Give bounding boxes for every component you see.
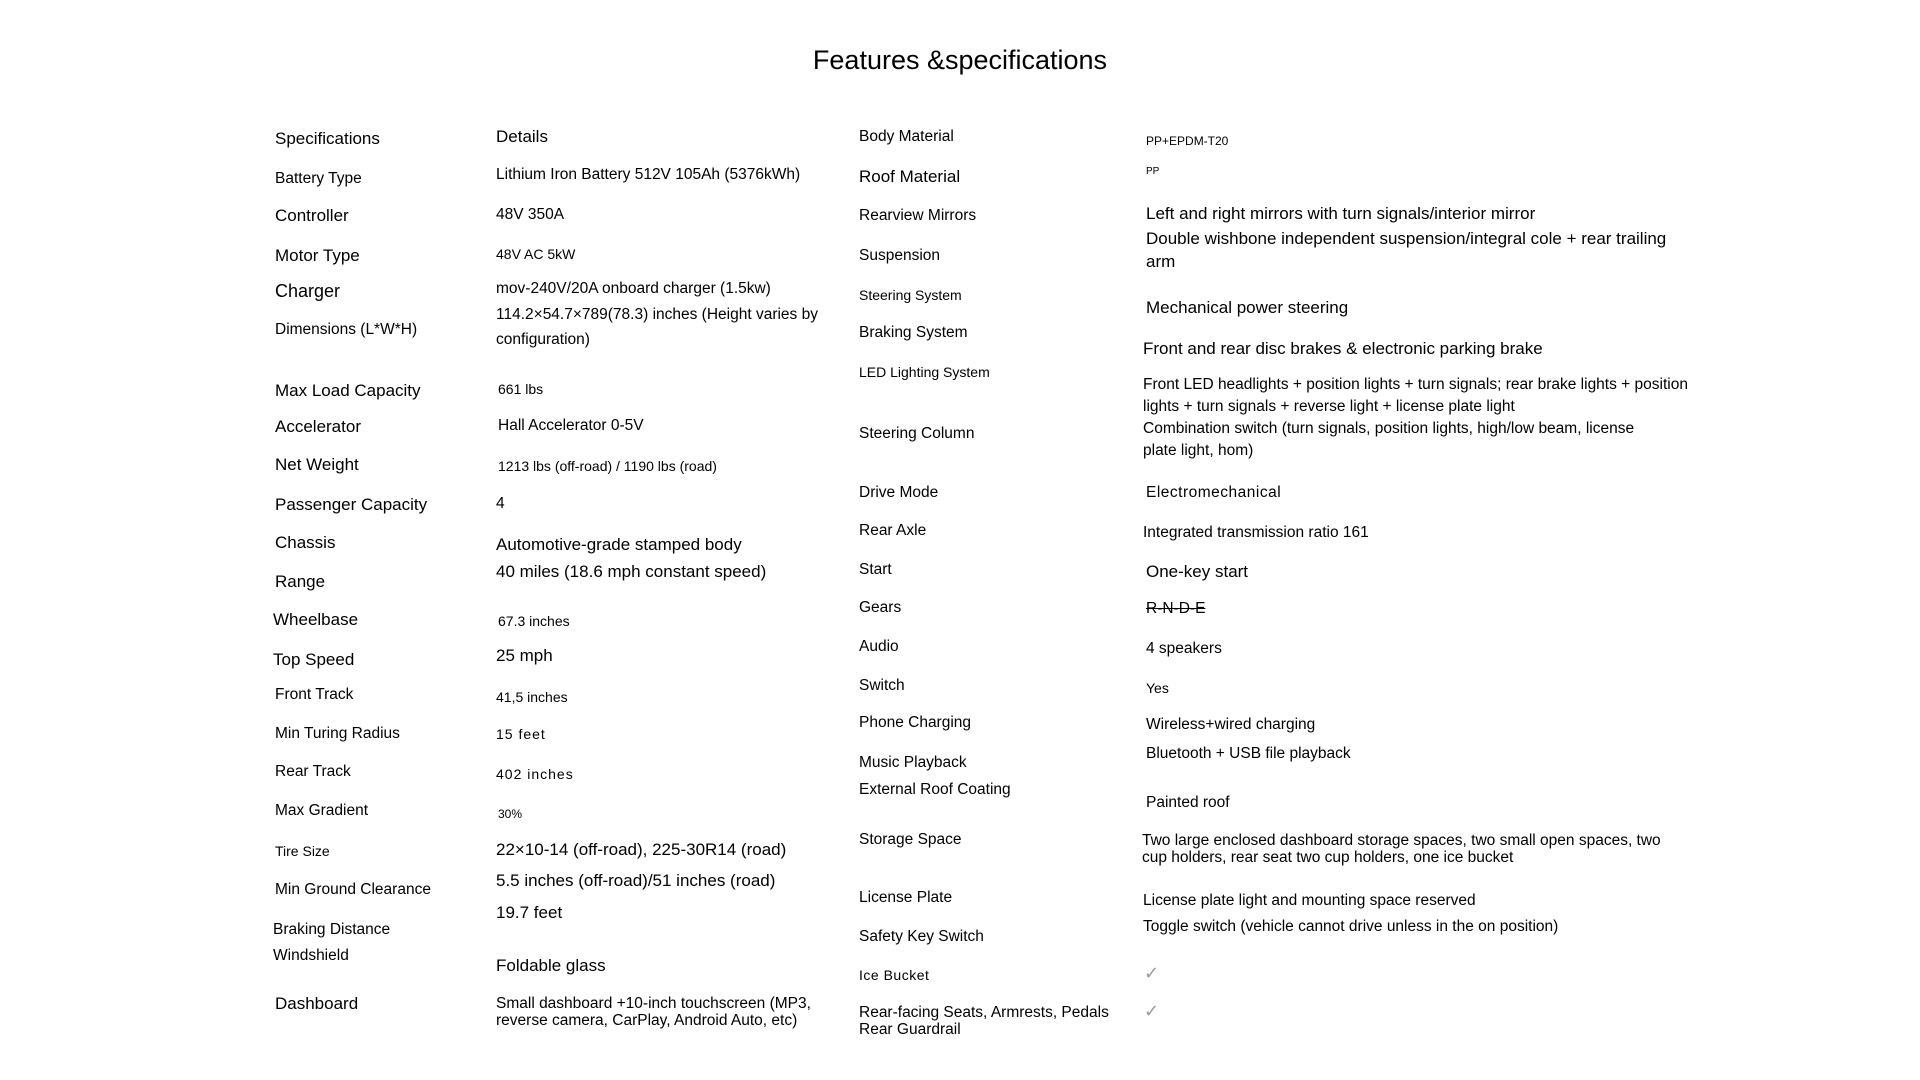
spec-label-wheelbase: Wheelbase [273,610,359,629]
spec-label-music-playback: Music Playback [859,754,967,771]
spec-value-motor-type: 48V AC 5kW [496,246,576,262]
spec-label-braking-distance: Braking Distance [273,921,391,938]
spec-label-dimensions: Dimensions (L*W*H) [275,321,418,338]
spec-label-safety-key-switch: Safety Key Switch [859,928,984,945]
spec-value-rearview-mirrors: Left and right mirrors with turn signals/interior mirror [1146,204,1536,223]
spec-value-min-turning-radius: 15 feet [496,726,546,742]
spec-label-gears: Gears [859,599,902,616]
spec-label-passenger-capacity: Passenger Capacity [275,495,428,514]
spec-value-braking-distance: 19.7 feet [496,903,563,922]
spec-label-tire-size: Tire Size [275,843,330,859]
spec-label-chassis: Chassis [275,533,336,552]
spec-value-net-weight: 1213 lbs (off-road) / 1190 lbs (road) [498,458,717,474]
spec-label-max-gradient: Max Gradient [275,802,369,819]
spec-label-rearview-mirrors: Rearview Mirrors [859,207,977,224]
spec-label-rear-axle: Rear Axle [859,522,927,539]
spec-label-steering-column: Steering Column [859,425,975,442]
spec-value-controller: 48V 350A [496,206,565,223]
spec-label-battery-type: Battery Type [275,170,362,187]
spec-value-audio: 4 speakers [1146,640,1222,657]
details-column-header: Details [496,127,548,146]
spec-label-min-ground-clearance: Min Ground Clearance [275,881,431,898]
spec-label-min-turning-radius: Min Turing Radius [275,725,400,742]
spec-label-max-load: Max Load Capacity [275,381,421,400]
spec-value-steering-system: Mechanical power steering [1146,298,1349,317]
spec-label-accelerator: Accelerator [275,417,361,436]
spec-value-phone-charging: Wireless+wired charging [1146,716,1316,733]
spec-label-ice-bucket: Ice Bucket [859,967,930,983]
spec-value-charger: mov-240V/20A onboard charger (1.5kw) [496,280,771,297]
spec-value-accelerator: Hall Accelerator 0-5V [498,417,644,434]
spec-value-music-playback: Bluetooth + USB file playback [1146,745,1351,762]
spec-value-start: One-key start [1146,562,1249,581]
spec-label-controller: Controller [275,206,349,225]
spec-value-tire-size: 22×10-14 (off-road), 225-30R14 (road) [496,840,787,859]
spec-value-range: 40 miles (18.6 mph constant speed) [496,562,767,581]
spec-value-safety-key-switch: Toggle switch (vehicle cannot drive unless in the on position) [1143,918,1559,935]
spec-label-charger: Charger [275,281,341,301]
spec-label-top-speed: Top Speed [273,650,355,669]
spec-value-steering-column: Combination switch (turn signals, position lights, high/low beam, license plate light, hom) [1143,420,1635,459]
spec-value-gears: R-N-D-E [1146,600,1206,617]
spec-value-suspension: Double wishbone independent suspension/integral cole + rear trailing arm [1146,229,1667,271]
spec-value-painted-roof: Painted roof [1146,794,1230,811]
spec-value-passenger-capacity: 4 [496,495,505,512]
spec-value-body-material: PP+EPDM-T20 [1146,134,1229,148]
spec-value-braking-system: Front and rear disc brakes & electronic parking brake [1143,339,1543,358]
spec-value-windshield: Foldable glass [496,956,606,975]
spec-label-motor-type: Motor Type [275,246,360,265]
spec-value-rear-track: 402 inches [496,766,574,782]
spec-value-license-plate: License plate light and mounting space reserved [1143,892,1476,909]
spec-label-roof-material: Roof Material [859,167,961,186]
spec-value-storage-space: Two large enclosed dashboard storage spaces, two small open spaces, two cup holders, rear seat two cup holders, one ice bucket [1142,832,1661,866]
spec-value-max-load: 661 lbs [498,381,544,397]
spec-value-drive-mode: Electromechanical [1146,484,1282,501]
rear-seats-check-icon: ✓ [1144,1001,1160,1021]
spec-label-braking-system: Braking System [859,324,968,341]
spec-value-wheelbase: 67.3 inches [498,613,570,629]
spec-label-external-roof-coating: External Roof Coating [859,781,1011,798]
spec-value-chassis: Automotive-grade stamped body [496,535,742,554]
spec-value-led-lighting-system: Front LED headlights + position lights + turn signals; rear brake lights + position lights + turn signals + reverse light + license plate light [1143,376,1688,415]
ice-bucket-check-icon: ✓ [1144,963,1160,983]
spec-label-net-weight: Net Weight [275,455,359,474]
spec-label-led-lighting-system: LED Lighting System [859,364,990,380]
spec-column-header: Specifications [275,129,380,148]
spec-value-battery-type: Lithium Iron Battery 512V 105Ah (5376kWh) [496,166,801,183]
spec-value-front-track: 41,5 inches [496,689,568,705]
spec-value-switch: Yes [1146,680,1169,696]
spec-label-windshield: Windshield [273,947,349,964]
page-title: Features &specifications [812,45,1108,75]
spec-value-rear-axle: Integrated transmission ratio 161 [1143,524,1369,541]
spec-label-audio: Audio [859,638,899,655]
spec-value-dimensions: 114.2×54.7×789(78.3) inches (Height varies by configuration) [496,306,818,348]
spec-label-rear-track: Rear Track [275,763,351,780]
spec-label-dashboard: Dashboard [275,994,359,1013]
spec-label-front-track: Front Track [275,686,354,703]
spec-label-switch: Switch [859,677,905,694]
spec-label-steering-system: Steering System [859,287,962,303]
spec-value-roof-material: PP [1146,166,1160,177]
spec-label-suspension: Suspension [859,247,941,264]
spec-label-body-material: Body Material [859,128,954,145]
spec-label-phone-charging: Phone Charging [859,714,972,731]
spec-label-storage-space: Storage Space [859,831,962,848]
spec-label-license-plate: License Plate [859,889,953,906]
spec-value-max-gradient: 30% [498,807,523,821]
spec-value-dashboard: Small dashboard +10-inch touchscreen (MP3, reverse camera, CarPlay, Android Auto, etc) [496,995,811,1029]
spec-label-start: Start [859,561,892,578]
spec-label-range: Range [275,572,326,591]
spec-label-rear-facing-seats: Rear-facing Seats, Armrests, Pedals Rear Guardrail [859,1004,1109,1038]
spec-value-top-speed: 25 mph [496,646,553,665]
spec-label-drive-mode: Drive Mode [859,484,939,501]
spec-value-min-ground-clearance: 5.5 inches (off-road)/51 inches (road) [496,871,776,890]
